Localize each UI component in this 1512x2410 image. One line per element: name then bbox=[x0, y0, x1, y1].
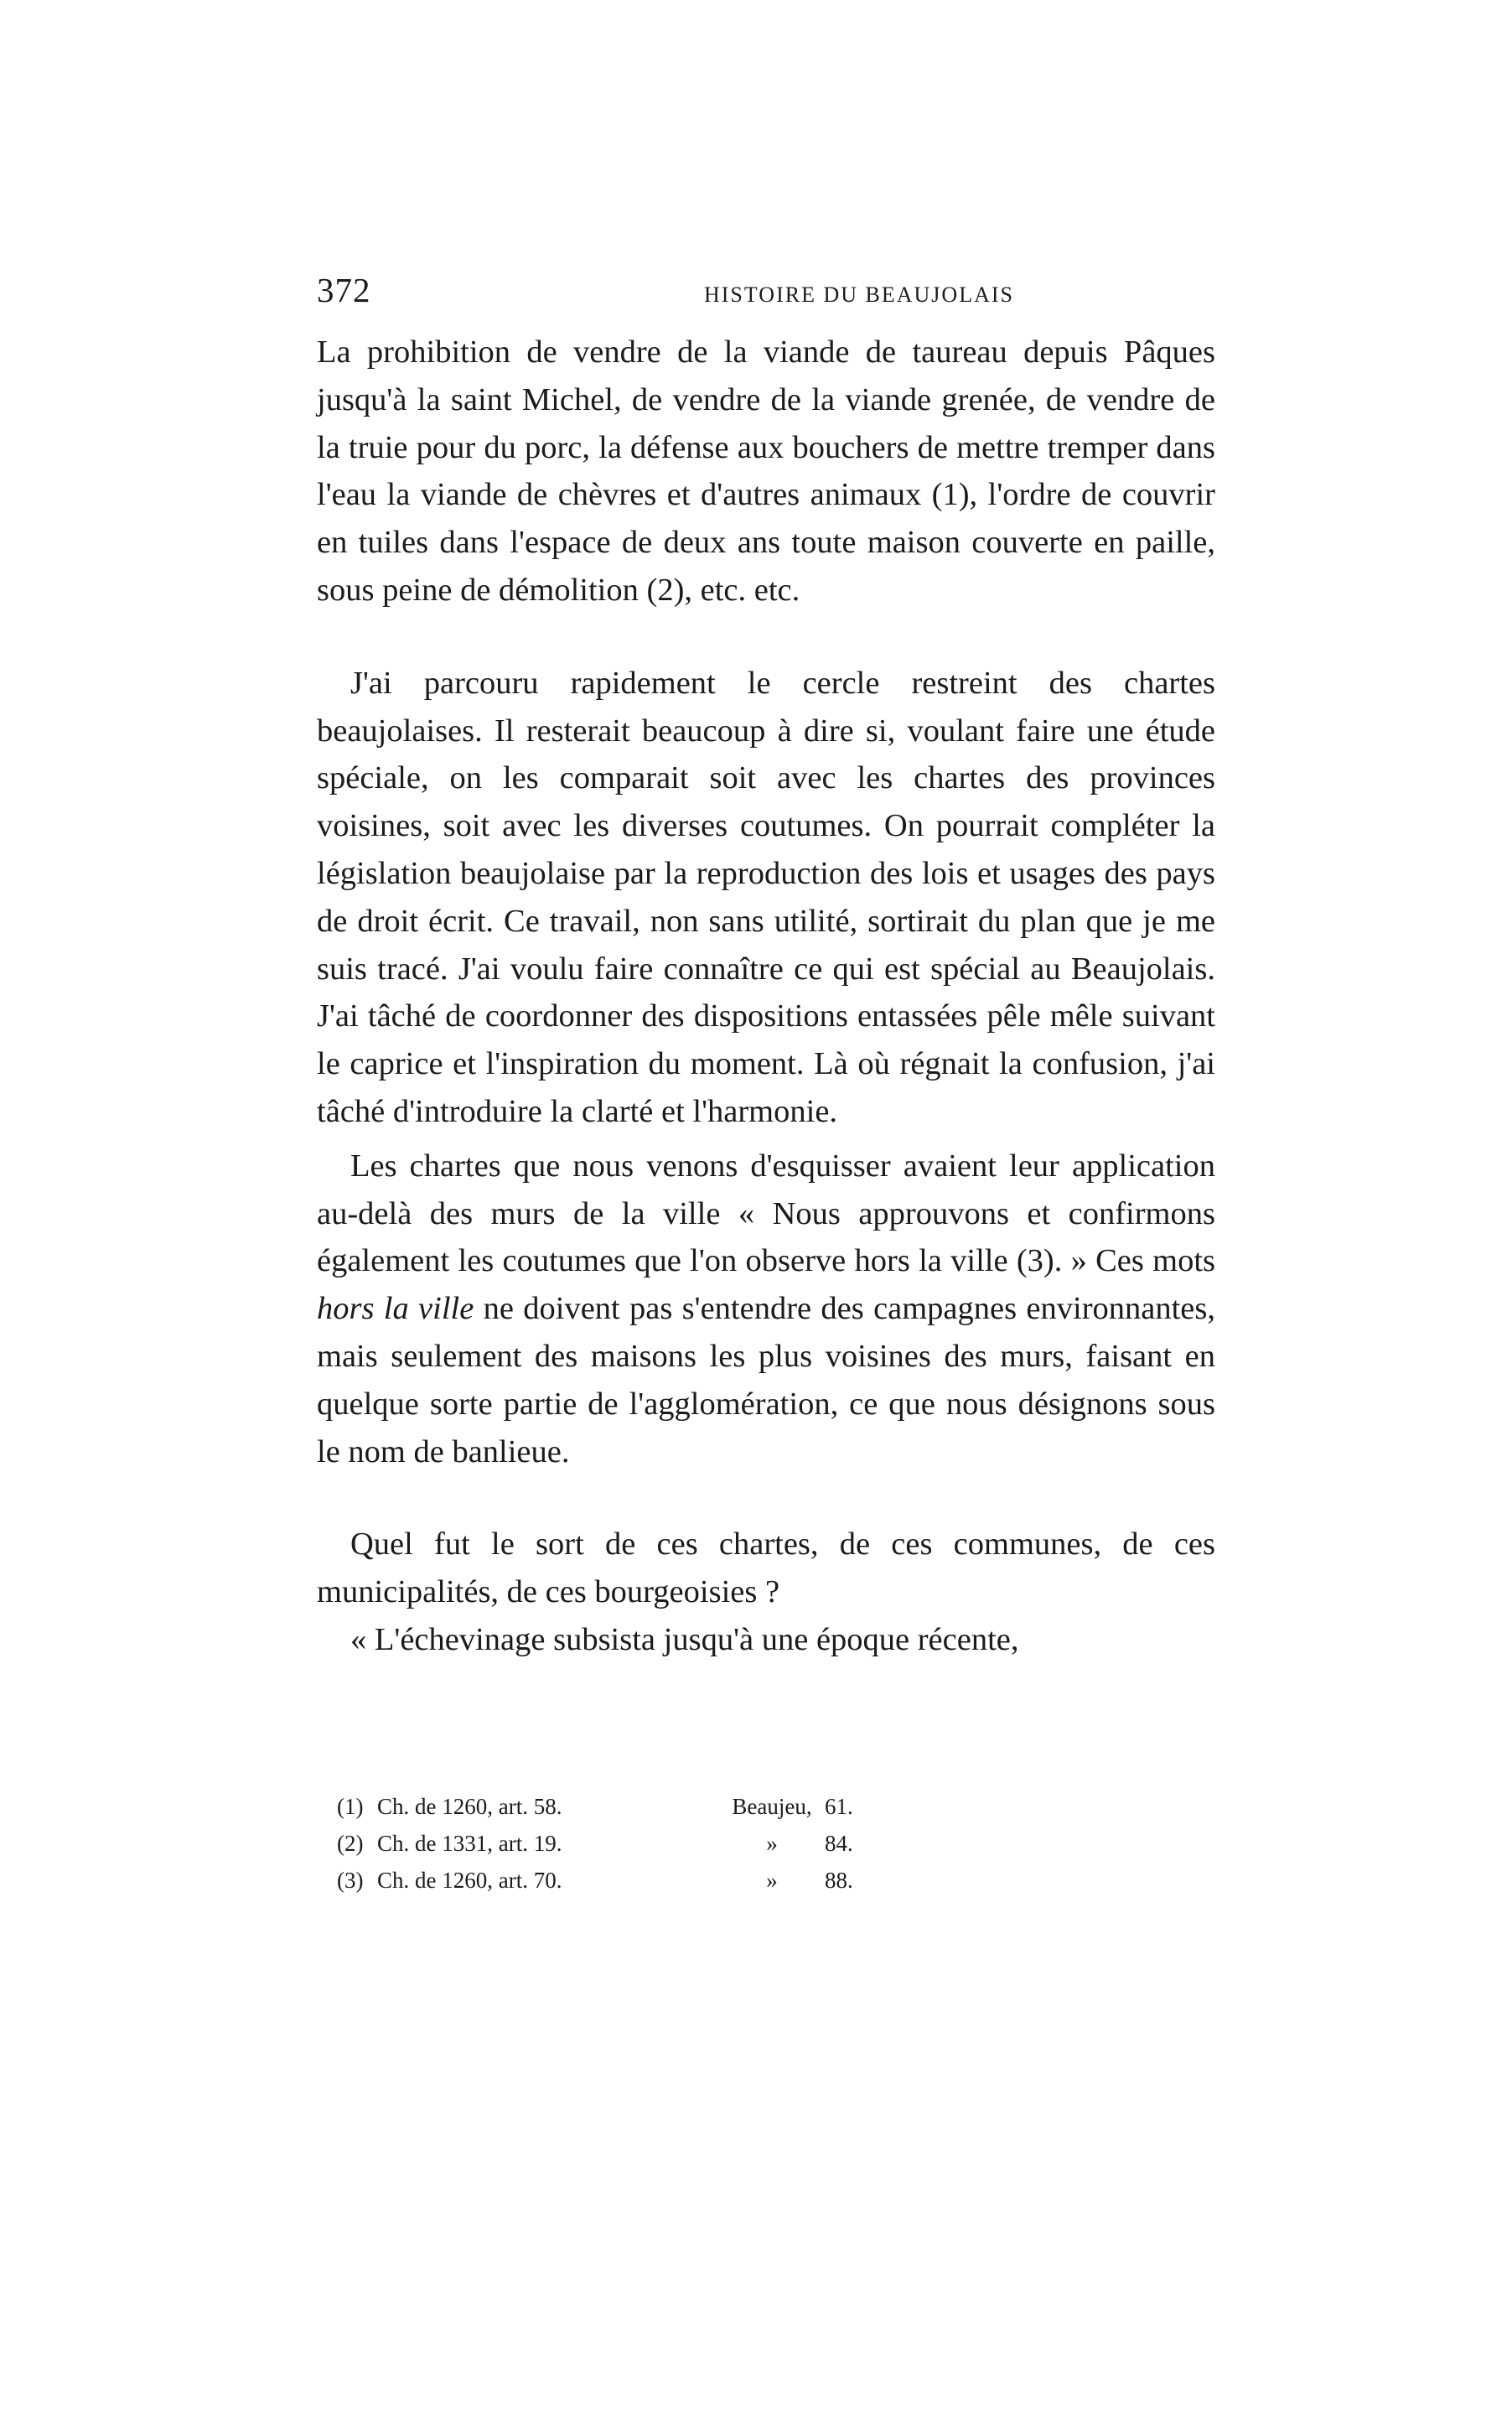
running-title: HISTOIRE DU BEAUJOLAIS bbox=[704, 282, 1014, 307]
page-number: 372 bbox=[317, 271, 371, 309]
footnote-number: (3) bbox=[337, 1868, 364, 1893]
footnote-reference: Ch. de 1260, art. 70. bbox=[377, 1868, 562, 1893]
page-header bbox=[317, 270, 1215, 317]
footnote-reference: Ch. de 1260, art. 58. bbox=[377, 1794, 562, 1819]
footnote-reference: Ch. de 1331, art. 19. bbox=[377, 1831, 562, 1856]
body-text bbox=[317, 329, 1215, 1664]
footnote-page: 84. bbox=[825, 1831, 853, 1856]
footnotes bbox=[337, 1788, 875, 1899]
footnote-place: Beaujeu, bbox=[732, 1794, 812, 1819]
footnote-page: 88. bbox=[825, 1868, 853, 1893]
paragraph-3: Les chartes que nous venons d'esquisser avaient leur application au-delà des murs de la ville « Nous approuvons et confirmons également les coutumes que l'on observe hors la ville (3). » Ces mots hors la ville ne doivent pas s'entendre des campagnes environnantes, mais seulement des maisons les plus voisines des murs, faisant en quelque sorte partie de l'agglomération, ce que nous désignons sous le nom de banlieue. bbox=[317, 1148, 1215, 1469]
footnote-number: (1) bbox=[337, 1794, 364, 1819]
paragraph-5: « L'échevinage subsista jusqu'à une époque récente, bbox=[350, 1621, 1019, 1657]
footnote-page: 61. bbox=[825, 1794, 853, 1819]
footnote-2 bbox=[337, 1825, 875, 1862]
paragraph-1: La prohibition de vendre de la viande de taureau depuis Pâques jusqu'à la saint Michel, de vendre de la viande grenée, de vendre de la truie pour du porc, la défense aux bouchers de mettre tremper dans l'eau la viande de chèvres et d'autres animaux (1), l'ordre de couvrir en tuiles dans l'espace de deux ans toute maison couverte en paille, sous peine de démolition (2), etc. etc. bbox=[317, 334, 1215, 608]
footnote-place: » bbox=[766, 1831, 778, 1856]
footnote-place: » bbox=[766, 1868, 778, 1893]
paragraph-2: J'ai parcouru rapidement le cercle restreint des chartes beaujolaises. Il resterait beaucoup à dire si, voulant faire une étude spéciale, on les comparait soit avec les chartes des provinces voisines, soit avec les diverses coutumes. On pourrait compléter la législation beaujolaise par la reproduction des lois et usages des pays de droit écrit. Ce travail, non sans utilité, sortirait du plan que je me suis tracé. J'ai voulu faire connaître ce qui est spécial au Beaujolais. J'ai tâché de coordonner des dispositions entassées pêle mêle suivant le caprice et l'inspiration du moment. Là où régnait la confusion, j'ai tâché d'introduire la clarté et l'harmonie. bbox=[317, 665, 1215, 1129]
footnote-1 bbox=[337, 1788, 875, 1825]
footnote-3 bbox=[337, 1862, 875, 1899]
italic-phrase: hors la ville bbox=[317, 1291, 474, 1327]
footnote-number: (2) bbox=[337, 1831, 364, 1856]
paragraph-4: Quel fut le sort de ces chartes, de ces communes, de ces municipalités, de ces bourgeoisies ? bbox=[317, 1526, 1215, 1610]
